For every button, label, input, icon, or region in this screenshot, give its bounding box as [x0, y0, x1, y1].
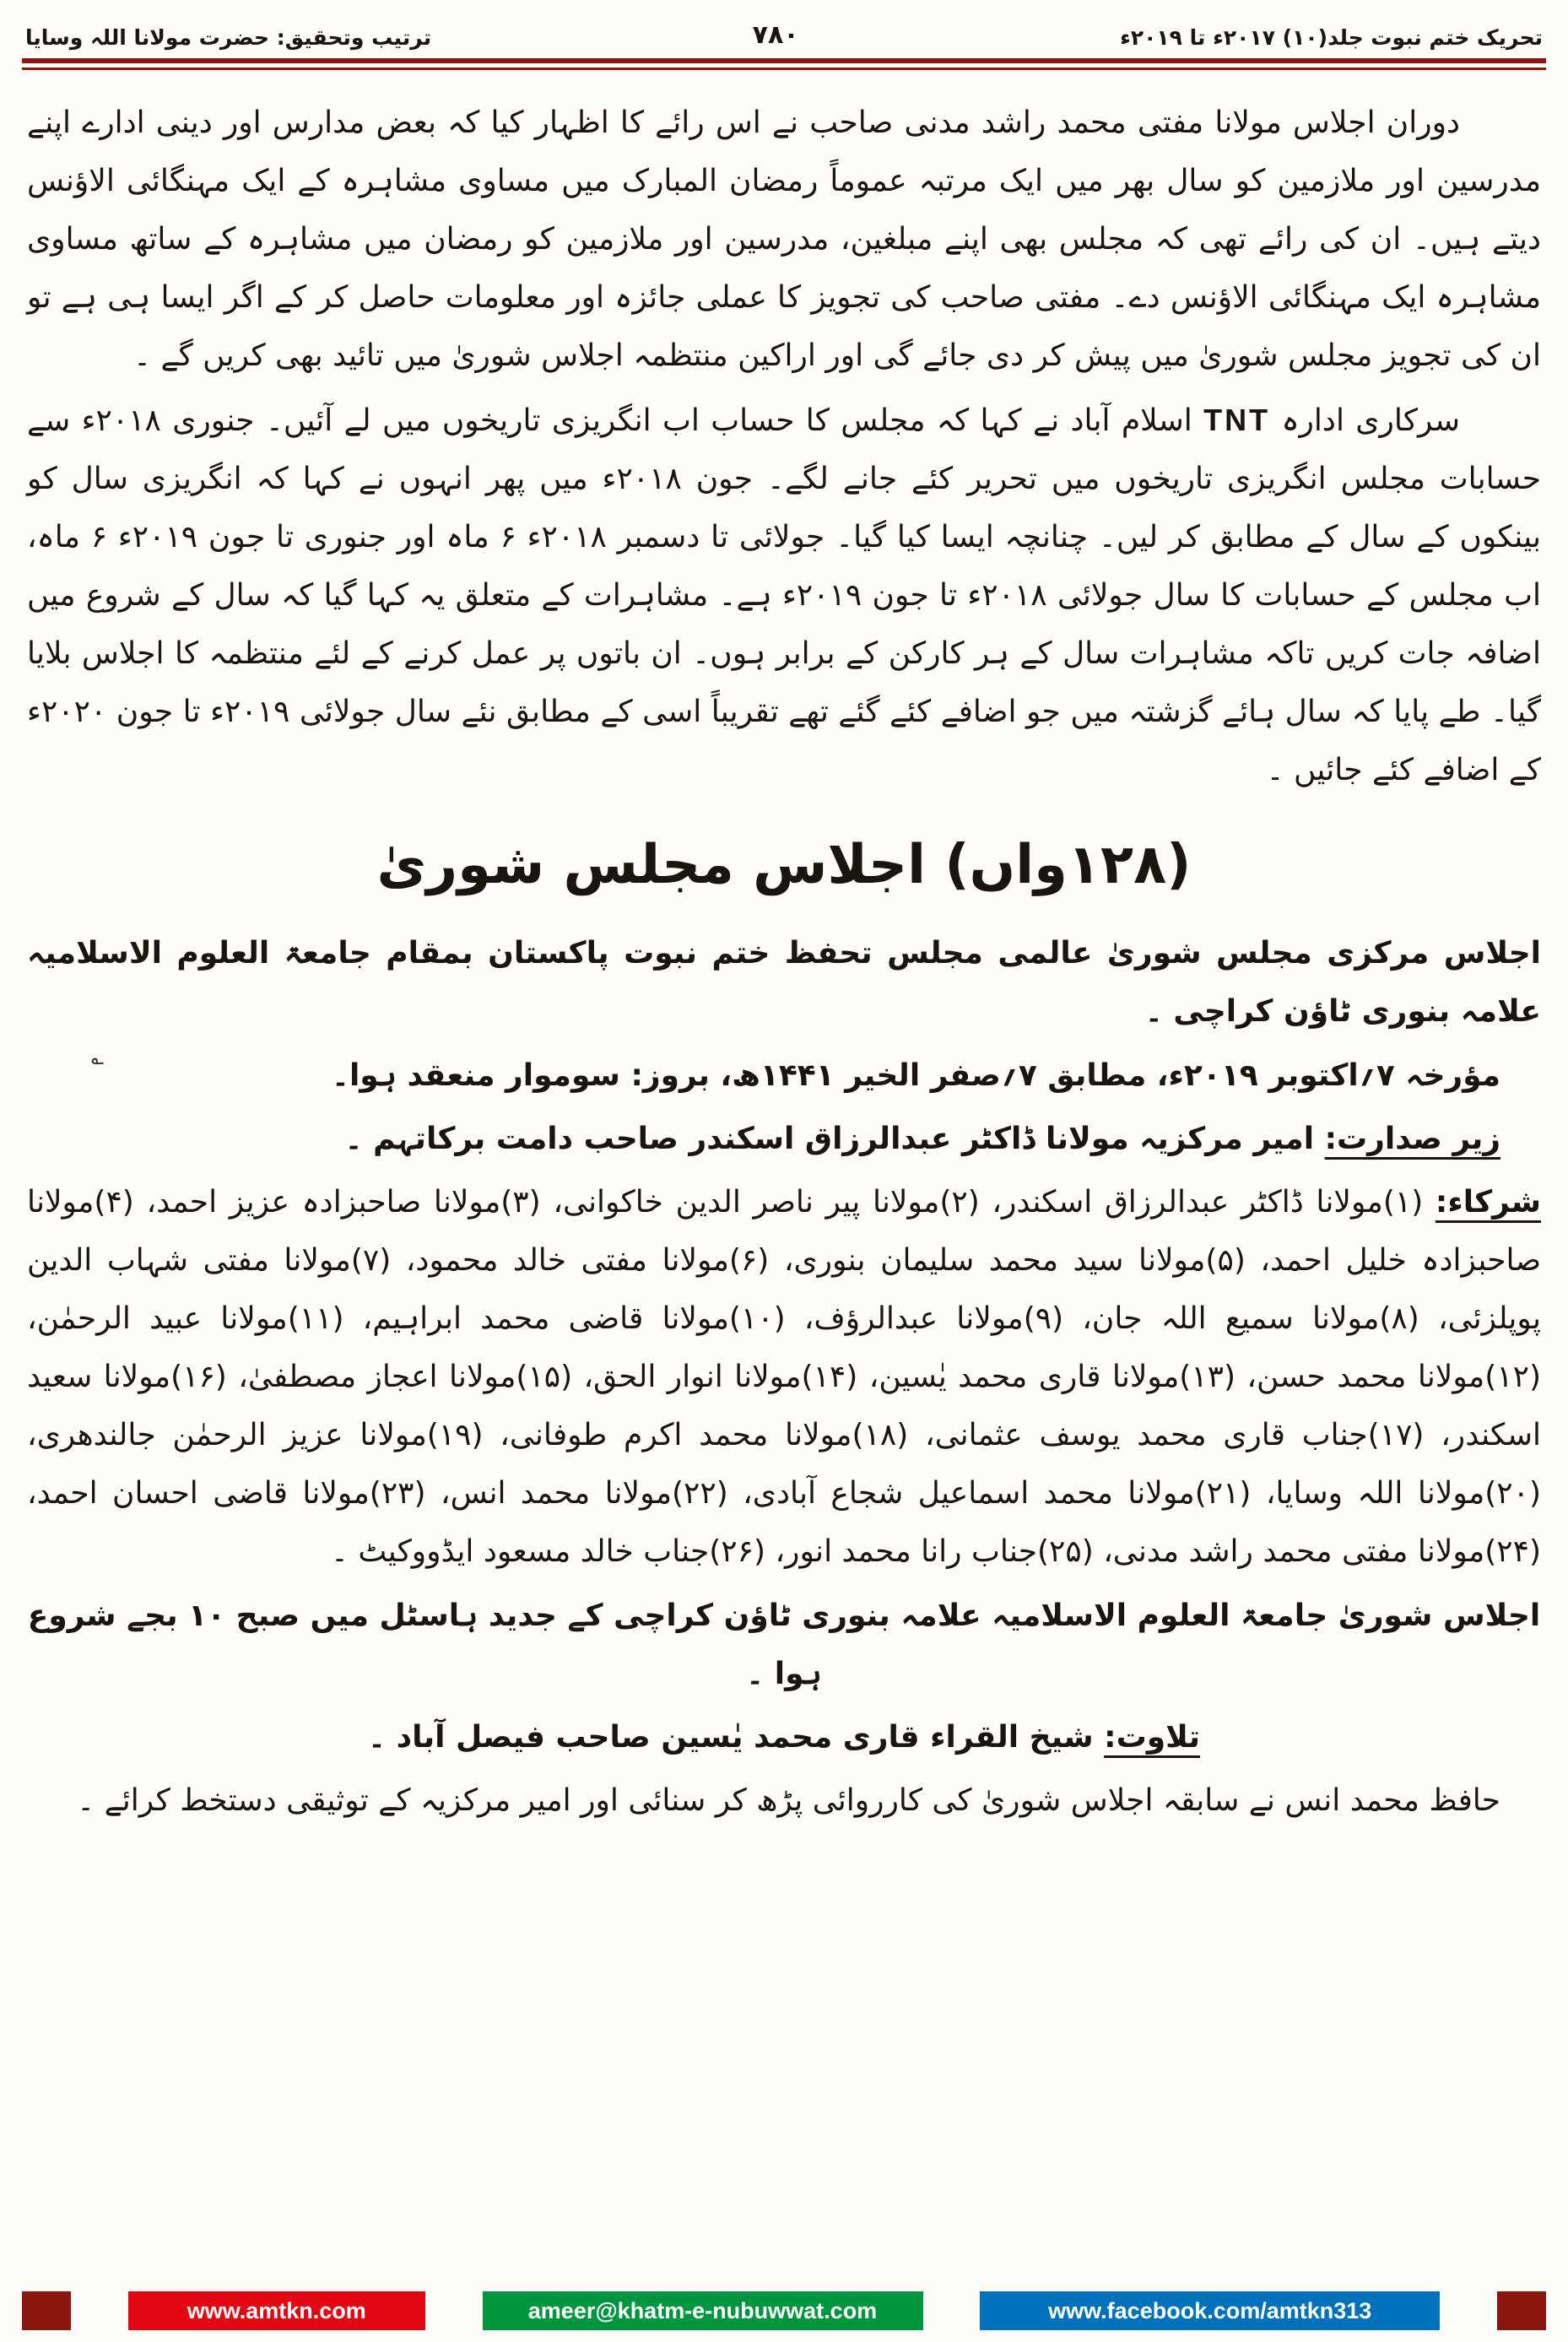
footer-gap-1 — [71, 2291, 128, 2330]
header-rule — [22, 58, 1546, 70]
compiler-credit: ترتیب وتحقیق: حضرت مولانا اللہ وسایا — [25, 25, 432, 50]
margin-mark: ؎ — [91, 1045, 105, 1070]
paragraph-accounts-tnt — [27, 391, 1541, 800]
venue-line: اجلاس مرکزی مجلس شوریٰ عالمی مجلس تحفظ ختم نبوت پاکستان بمقام جامعۃ العلوم الاسلامیہ علامہ بنوری ٹاؤن کراچی ۔ — [27, 936, 1541, 1030]
section-heading: (۱۲۸واں) اجلاس مجلس شوریٰ — [376, 834, 1192, 897]
email-address: ameer@khatm-e-nubuwwat.com — [527, 2297, 878, 2323]
footer-left-cap — [22, 2291, 71, 2330]
footer-email-bar — [483, 2291, 923, 2330]
participants-line — [27, 1173, 1541, 1582]
website-url: www.amtkn.com — [187, 2297, 366, 2323]
footer-gap-2 — [425, 2291, 483, 2330]
tilawat-reciter: شیخ القراء قاری محمد یٰسین صاحب فیصل آباد ۔ — [368, 1719, 1094, 1755]
facebook-url: www.facebook.com/amtkn313 — [1048, 2297, 1372, 2323]
session-start-line: اجلاس شوریٰ جامعۃ العلوم الاسلامیہ علامہ بنوری ٹاؤن کراچی کے جدید ہاسٹل میں صبح ۱۰ بجے شروع ہوا ۔ — [27, 1598, 1541, 1691]
rule-thick-line — [22, 58, 1546, 63]
tnt-acronym: TNT — [1203, 402, 1271, 437]
book-title: تحریک ختم نبوت جلد(۱۰) ۲۰۱۷ء تا ۲۰۱۹ء — [1120, 25, 1543, 50]
minutes-confirmation-line: حافظ محمد انس نے سابقہ اجلاس شوریٰ کی کارروائی پڑھ کر سنائی اور امیر مرکزیہ کے توثیقی دستخط کرائے ۔ — [77, 1782, 1500, 1818]
page-header — [22, 17, 1546, 58]
page-footer — [22, 2291, 1546, 2330]
chairman-line — [27, 1110, 1541, 1168]
date-line: مؤرخہ ۷؍اکتوبر ۲۰۱۹ء، مطابق ۷؍صفر الخیر ۱۴۴۱ھ، بروز: سوموار منعقد ہوا۔ — [331, 1057, 1500, 1093]
tnt-text-after: اسلام آباد نے کہا کہ مجلس کا حساب اب انگریزی تاریخوں میں لے آئیں۔ جنوری ۲۰۱۸ء سے حسابات مجلس انگریزی تاریخوں میں تحریر کئے جانے لگے۔ جون ۲۰۱۸ء میں پھر انہوں نے کہا کہ انگریزی سال کو بینکوں کے سال کے مطابق کر لیں۔ چنانچہ ایسا کیا گیا۔ جولائی تا دسمبر ۲۰۱۸ء ۶ ماہ اور جنوری تا جون ۲۰۱۹ء ۶ ماہ، اب مجلس کے حسابات کا سال جولائی ۲۰۱۸ء تا جون ۲۰۱۹ء ہے۔ مشاہرات کے متعلق یہ کہا گیا کہ سال کے شروع میں اضافہ جات کریں تاکہ مشاہرات سال کے ہر کارکن کے برابر ہوں۔ ان باتوں پر عمل کرنے کے لئے منتظمہ کا اجلاس بلایا گیا۔ طے پایا کہ سال ہائے گزشتہ میں جو اضافے کئے گئے تھے تقریباً اسی کے مطابق نئے سال جولائی ۲۰۱۹ء تا جون ۲۰۲۰ء کے اضافے کئے جائیں ۔ — [27, 403, 1542, 788]
chairman-name: امیر مرکزیہ مولانا ڈاکٹر عبدالرزاق اسکندر صاحب دامت برکاتہم ۔ — [344, 1121, 1315, 1156]
footer-gap-3 — [923, 2291, 981, 2330]
participants-names: (۱)مولانا ڈاکٹر عبدالرزاق اسکندر، (۲)مولانا پیر ناصر الدین خاکوانی، (۳)مولانا صاحبزادہ عزیز احمد، (۴)مولانا صاحبزادہ خلیل احمد، (۵)مولانا سید محمد سلیمان بنوری، (۶)مولانا مفتی خالد محمود، (۷)مولانا مفتی شہاب الدین پوپلزئی، (۸)مولانا سمیع اللہ جان، (۹)مولانا عبدالرؤف، (۱۰)مولانا قاضی محمد ابراہیم، (۱۱)مولانا عبید الرحمٰن، (۱۲)مولانا محمد حسن، (۱۳)مولانا قاری محمد یٰسین، (۱۴)مولانا انوار الحق، (۱۵)مولانا اعجاز مصطفیٰ، (۱۶)مولانا سعید اسکندر، (۱۷)جناب قاری محمد یوسف عثمانی، (۱۸)مولانا محمد اکرم طوفانی، (۱۹)مولانا عزیز الرحمٰن جالندھری، (۲۰)مولانا اللہ وسایا، (۲۱)مولانا محمد اسماعیل شجاع آبادی، (۲۲)مولانا محمد انس، (۲۳)مولانا قاضی احسان احمد، (۲۴)مولانا مفتی محمد راشد مدنی، (۲۵)جناب رانا محمد انور، (۲۶)جناب خالد مسعود ایڈووکیٹ ۔ — [27, 1184, 1542, 1570]
footer-right-cap — [1497, 2291, 1546, 2330]
page-number: ۷۸۰ — [752, 20, 799, 50]
tilawat-label: تلاوت: — [1104, 1719, 1200, 1755]
footer-gap-4 — [1440, 2291, 1497, 2330]
participants-label: شرکاء: — [1435, 1184, 1541, 1220]
footer-website-bar — [128, 2291, 425, 2330]
page-body — [22, 70, 1546, 1830]
chairman-label: زیر صدارت: — [1324, 1121, 1500, 1156]
tnt-text-before: سرکاری ادارہ — [1270, 403, 1460, 438]
paragraph-allowance-proposal: دوران اجلاس مولانا مفتی محمد راشد مدنی صاحب نے اس رائے کا اظہار کیا کہ بعض مدارس اور دینی ادارے اپنے مدرسین اور ملازمین کو سال بھر میں ایک مرتبہ عموماً رمضان المبارک میں مساوی مشاہرہ کے ایک مہنگائی الاؤنس دیتے ہیں۔ ان کی رائے تھی کہ مجلس بھی اپنے مبلغین، مدرسین اور ملازمین کو رمضان میں مشاہرہ کے ساتھ مساوی مشاہرہ ایک مہنگائی الاؤنس دے۔ مفتی صاحب کی تجویز کا عملی جائزہ اور معلومات حاصل کر کے اگر ایسا ہی ہے تو ان کی تجویز مجلس شوریٰ میں پیش کر دی جائے گی اور اراکین منتظمہ اجلاس شوریٰ میں تائید بھی کریں گے ۔ — [27, 105, 1541, 374]
footer-facebook-bar — [980, 2291, 1440, 2330]
tilawat-line — [27, 1708, 1541, 1766]
